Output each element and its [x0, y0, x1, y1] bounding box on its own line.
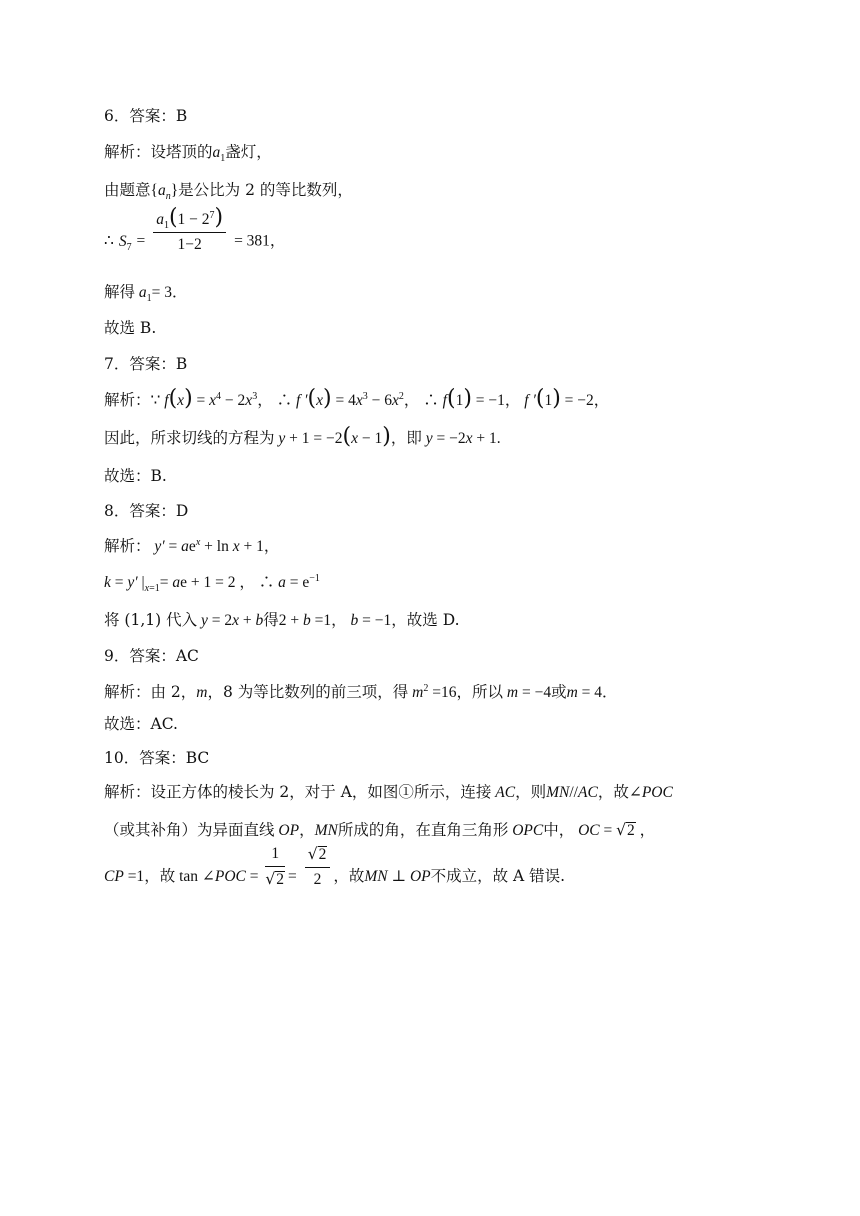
q10-text: 解析：设正方体的棱长为 2，对于 A，如图①所示，连接: [104, 783, 492, 801]
q9-text: 解析：由 2，: [104, 683, 197, 701]
q10-text: （或其补角）为异面直线: [104, 821, 275, 839]
therefore-symbol: ∴: [104, 232, 114, 250]
q8-line-3: 将 (1,1) 代入 y = 2x + b得2 + b =1， b = −1，故选 D.: [104, 611, 460, 629]
q10-line-2: （或其补角）为异面直线 OP，MN所成的角，在直角三角形 OPC中， OC = √2 ，: [104, 821, 656, 839]
math-a1: $a_1$: [212, 144, 226, 165]
math-fraction: $\frac{√2}{2}$: [305, 844, 331, 890]
q6-line-1: [104, 142, 272, 163]
q10-text: 中，: [543, 821, 575, 839]
q7-text: 因此，所求切线的方程为: [104, 429, 275, 447]
q7-heading: 7．答案：B: [104, 355, 188, 373]
q8-text: 得: [263, 611, 279, 629]
q9-text: ，所以: [456, 683, 504, 701]
q6-result: = 381，: [234, 232, 286, 250]
math-fraction: $\frac{a_1(1 - 2^7)}{1-2}$: [153, 210, 226, 255]
q6-line-4: [104, 282, 188, 303]
math-fraction: $\frac{1}{√2}$: [265, 845, 285, 888]
q8-text: 将 (1,1) 代入: [104, 611, 198, 629]
q6-text: 解得: [104, 283, 136, 301]
q7-line-2: 因此，所求切线的方程为 y + 1 = −2(x − 1)，即 y = −2x + 1.: [104, 424, 501, 449]
q6-line-2: [104, 180, 353, 201]
q8-text: 解析：: [104, 537, 151, 555]
q9-heading: 9．答案：AC: [104, 647, 199, 665]
q6-text: 由题意: [104, 181, 151, 199]
q8-text: ，故选 D.: [391, 611, 460, 629]
q6-text: 是公比为 2 的等比数列，: [178, 181, 353, 199]
q6-conclusion: 故选 B.: [104, 319, 157, 337]
q10-text: ，: [299, 821, 315, 839]
q9-line-1: 解析：由 2，m，8 为等比数列的前三项，得 $m^2 =16$，所以 m = −4或m = 4．: [104, 682, 618, 701]
q10-text: ，故: [333, 867, 365, 885]
q7-text: 解析：: [104, 391, 151, 409]
q10-line-1: 解析：设正方体的棱长为 2，对于 A，如图①所示，连接 AC，则MN//AC，故∠POC: [104, 783, 673, 801]
q7-line-1: 解析：∵ $f(x) = x^4 - 2x^3$， ∴ f $'(x) = 4x^3 - 6x^2$， ∴ f(1) = −1， f ′(1) = −2，: [104, 386, 610, 411]
q8-text: ，: [331, 611, 347, 629]
q6-line-3: ∴ $S_7$ = $\frac{a_1(1 - 2^7)}{1-2}$ = 381，: [104, 205, 286, 253]
math-S7: $S_7$: [118, 232, 132, 253]
q6-heading: 6．答案：B: [104, 107, 188, 125]
q8-line-2: k = y′ $|_{x=1}=$ ae + 1 = 2 ， ∴ $a = e^{-1}$: [104, 572, 320, 595]
q10-text: 所成的角，在直角三角形: [337, 821, 509, 839]
q10-text: ，故: [144, 867, 176, 885]
math-sequence-an: $\{a_n\}$: [150, 182, 179, 203]
q8-heading: 8．答案：D: [104, 502, 189, 520]
q7-conclusion: 故选：B.: [104, 467, 167, 485]
q6-text: = 3．: [151, 284, 188, 301]
q10-heading: 10．答案：BC: [104, 749, 210, 767]
q9-conclusion: 故选：AC.: [104, 715, 178, 733]
q8-line-1: 解析： $y' = ae^x + \ln x + 1$，: [104, 536, 280, 555]
q9-text: ，8 为等比数列的前三项，得: [207, 683, 409, 701]
q6-text: 盏灯，: [225, 143, 272, 161]
q10-text: 不成立，故 A 错误.: [430, 867, 566, 885]
q9-text: 或: [551, 683, 567, 701]
q6-text: 解析：设塔顶的: [104, 143, 213, 161]
q7-text: ，即: [390, 429, 422, 447]
q10-text: ，则: [515, 783, 547, 801]
q10-text: ，故: [597, 783, 629, 801]
q10-line-3: CP =1，故 tan ∠POC = $\frac{1}{√2}$ = $\frac{√2}{2}$ ，故MN ⊥ OP不成立，故 A 错误.: [104, 845, 566, 888]
math-a1: $a_1$: [135, 284, 152, 305]
